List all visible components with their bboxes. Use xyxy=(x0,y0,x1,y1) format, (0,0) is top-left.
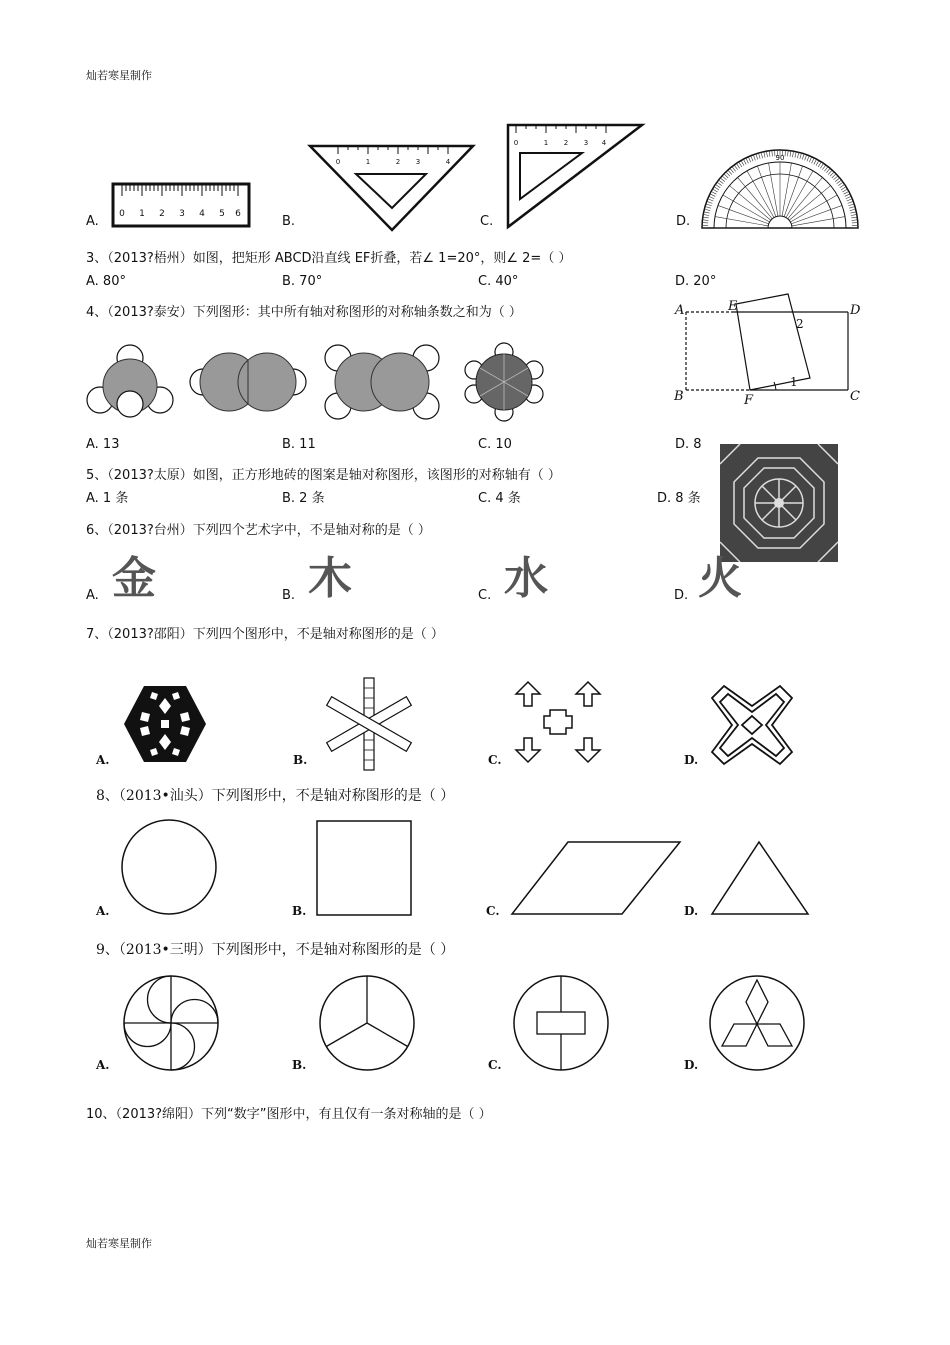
ruler-tick-1: 1 xyxy=(139,209,145,219)
q7-option-d: D. xyxy=(684,753,699,767)
tri-b-tick-0: 0 xyxy=(335,158,341,166)
q4-figure-c xyxy=(322,342,442,422)
tri-b-tick-4: 4 xyxy=(445,158,451,166)
q8-option-a: A. xyxy=(96,904,110,918)
q4-figure-d xyxy=(464,342,544,422)
q5-option-a: A. 1 条 xyxy=(86,491,129,506)
q8-circle xyxy=(120,818,218,916)
q9-option-a: A. xyxy=(96,1058,110,1072)
ruler-tick-3: 3 xyxy=(179,209,185,219)
ruler-tick-6: 6 xyxy=(235,209,241,219)
point-c-label: C xyxy=(850,389,860,404)
q7-option-c: C. xyxy=(488,753,502,767)
tri-c-tick-2: 2 xyxy=(563,139,569,147)
q9-figure-a xyxy=(122,974,220,1072)
ruler-tick-2: 2 xyxy=(159,209,165,219)
tri-c-tick-4: 4 xyxy=(601,139,607,147)
point-f-label: F xyxy=(744,393,754,408)
q9-figure-c xyxy=(512,974,610,1072)
floor-tile-figure xyxy=(720,444,838,562)
q5-option-c: C. 4 条 xyxy=(478,491,521,506)
q7-option-a: A. xyxy=(96,753,110,767)
protractor-figure xyxy=(700,140,860,230)
q2-option-a: A. xyxy=(86,214,99,229)
q8-option-d: D. xyxy=(684,904,699,918)
q9-figure-d xyxy=(708,974,806,1072)
angle-1-label: 1 xyxy=(790,375,798,389)
art-char-huo: 火 xyxy=(698,553,742,604)
q4-question: 4、（2013?泰安）下列图形：其中所有轴对称图形的对称轴条数之和为（ ） xyxy=(86,305,522,320)
point-a-label: A xyxy=(675,303,685,318)
folded-rectangle-figure xyxy=(672,292,868,408)
angle-2-label: 2 xyxy=(796,317,804,331)
q3-option-c: C. 40° xyxy=(478,274,519,289)
page-header: 灿若寒星制作 xyxy=(86,69,152,82)
q8-triangle xyxy=(710,840,810,916)
ruler-tick-0: 0 xyxy=(119,209,125,219)
q8-question: 8、（2013•汕头）下列图形中，不是轴对称图形的是（ ） xyxy=(96,788,455,804)
q7-figure-b xyxy=(318,676,418,772)
art-char-mu: 木 xyxy=(308,553,352,604)
q2-option-d: D. xyxy=(676,214,691,229)
triangle-ruler-b xyxy=(308,144,476,232)
q3-option-a: A. 80° xyxy=(86,274,126,289)
triangle-ruler-c xyxy=(506,123,644,229)
ruler-tick-5: 5 xyxy=(219,209,225,219)
q7-option-b: B. xyxy=(293,753,308,767)
q5-question: 5、（2013?太原）如图，正方形地砖的图案是轴对称图形，该图形的对称轴有（ ） xyxy=(86,468,561,483)
q5-option-b: B. 2 条 xyxy=(282,491,325,506)
ruler-tick-4: 4 xyxy=(199,209,205,219)
tri-b-tick-2: 2 xyxy=(395,158,401,166)
point-e-label: E xyxy=(728,299,738,314)
tri-c-tick-1: 1 xyxy=(543,139,549,147)
q10-question: 10、（2013?绵阳）下列“数字”图形中，有且仅有一条对称轴的是（ ） xyxy=(86,1107,492,1122)
point-d-label: D xyxy=(850,303,861,318)
protractor-90-label: 90 xyxy=(775,154,785,162)
q9-question: 9、（2013•三明）下列图形中，不是轴对称图形的是（ ） xyxy=(96,942,455,958)
tri-c-tick-3: 3 xyxy=(583,139,589,147)
q2-option-b: B. xyxy=(282,214,296,229)
q3-option-d: D. 20° xyxy=(675,274,717,289)
q9-figure-b xyxy=(318,974,416,1072)
q2-option-c: C. xyxy=(480,214,494,229)
q9-option-b: B. xyxy=(292,1058,307,1072)
tri-b-tick-3: 3 xyxy=(415,158,421,166)
art-char-jin: 金 xyxy=(112,553,156,604)
q3-question: 3、（2013?梧州）如图，把矩形 ABCD沿直线 EF折叠，若∠ 1=20°，则∠ 2=（ ） xyxy=(86,251,572,266)
q4-figure-a xyxy=(86,344,176,420)
q6-option-a: A. xyxy=(86,588,99,603)
q8-square xyxy=(316,820,412,916)
q4-option-d: D. 8 xyxy=(675,437,702,452)
q4-option-b: B. 11 xyxy=(282,437,316,452)
point-b-label: B xyxy=(674,389,684,404)
tri-c-tick-0: 0 xyxy=(513,139,519,147)
q8-option-b: B. xyxy=(292,904,307,918)
q4-option-a: A. 13 xyxy=(86,437,120,452)
q7-figure-c xyxy=(512,680,604,764)
q7-figure-d xyxy=(710,684,794,766)
q8-option-c: C. xyxy=(486,904,500,918)
art-char-shui: 水 xyxy=(504,553,548,604)
page-footer: 灿若寒星制作 xyxy=(86,1237,152,1250)
ruler-figure xyxy=(112,182,252,230)
q4-option-c: C. 10 xyxy=(478,437,512,452)
tri-b-tick-1: 1 xyxy=(365,158,371,166)
q6-option-b: B. xyxy=(282,588,296,603)
q7-figure-a xyxy=(122,684,208,764)
q8-parallelogram xyxy=(510,840,682,916)
q6-option-d: D. xyxy=(674,588,689,603)
q4-figure-b xyxy=(189,350,307,414)
q9-option-c: C. xyxy=(488,1058,502,1072)
q6-option-c: C. xyxy=(478,588,492,603)
q5-option-d: D. 8 条 xyxy=(657,491,701,506)
q3-option-b: B. 70° xyxy=(282,274,323,289)
q7-question: 7、（2013?邵阳）下列四个图形中，不是轴对称图形的是（ ） xyxy=(86,627,444,642)
q9-option-d: D. xyxy=(684,1058,699,1072)
q6-question: 6、（2013?台州）下列四个艺术字中，不是轴对称的是（ ） xyxy=(86,523,431,538)
